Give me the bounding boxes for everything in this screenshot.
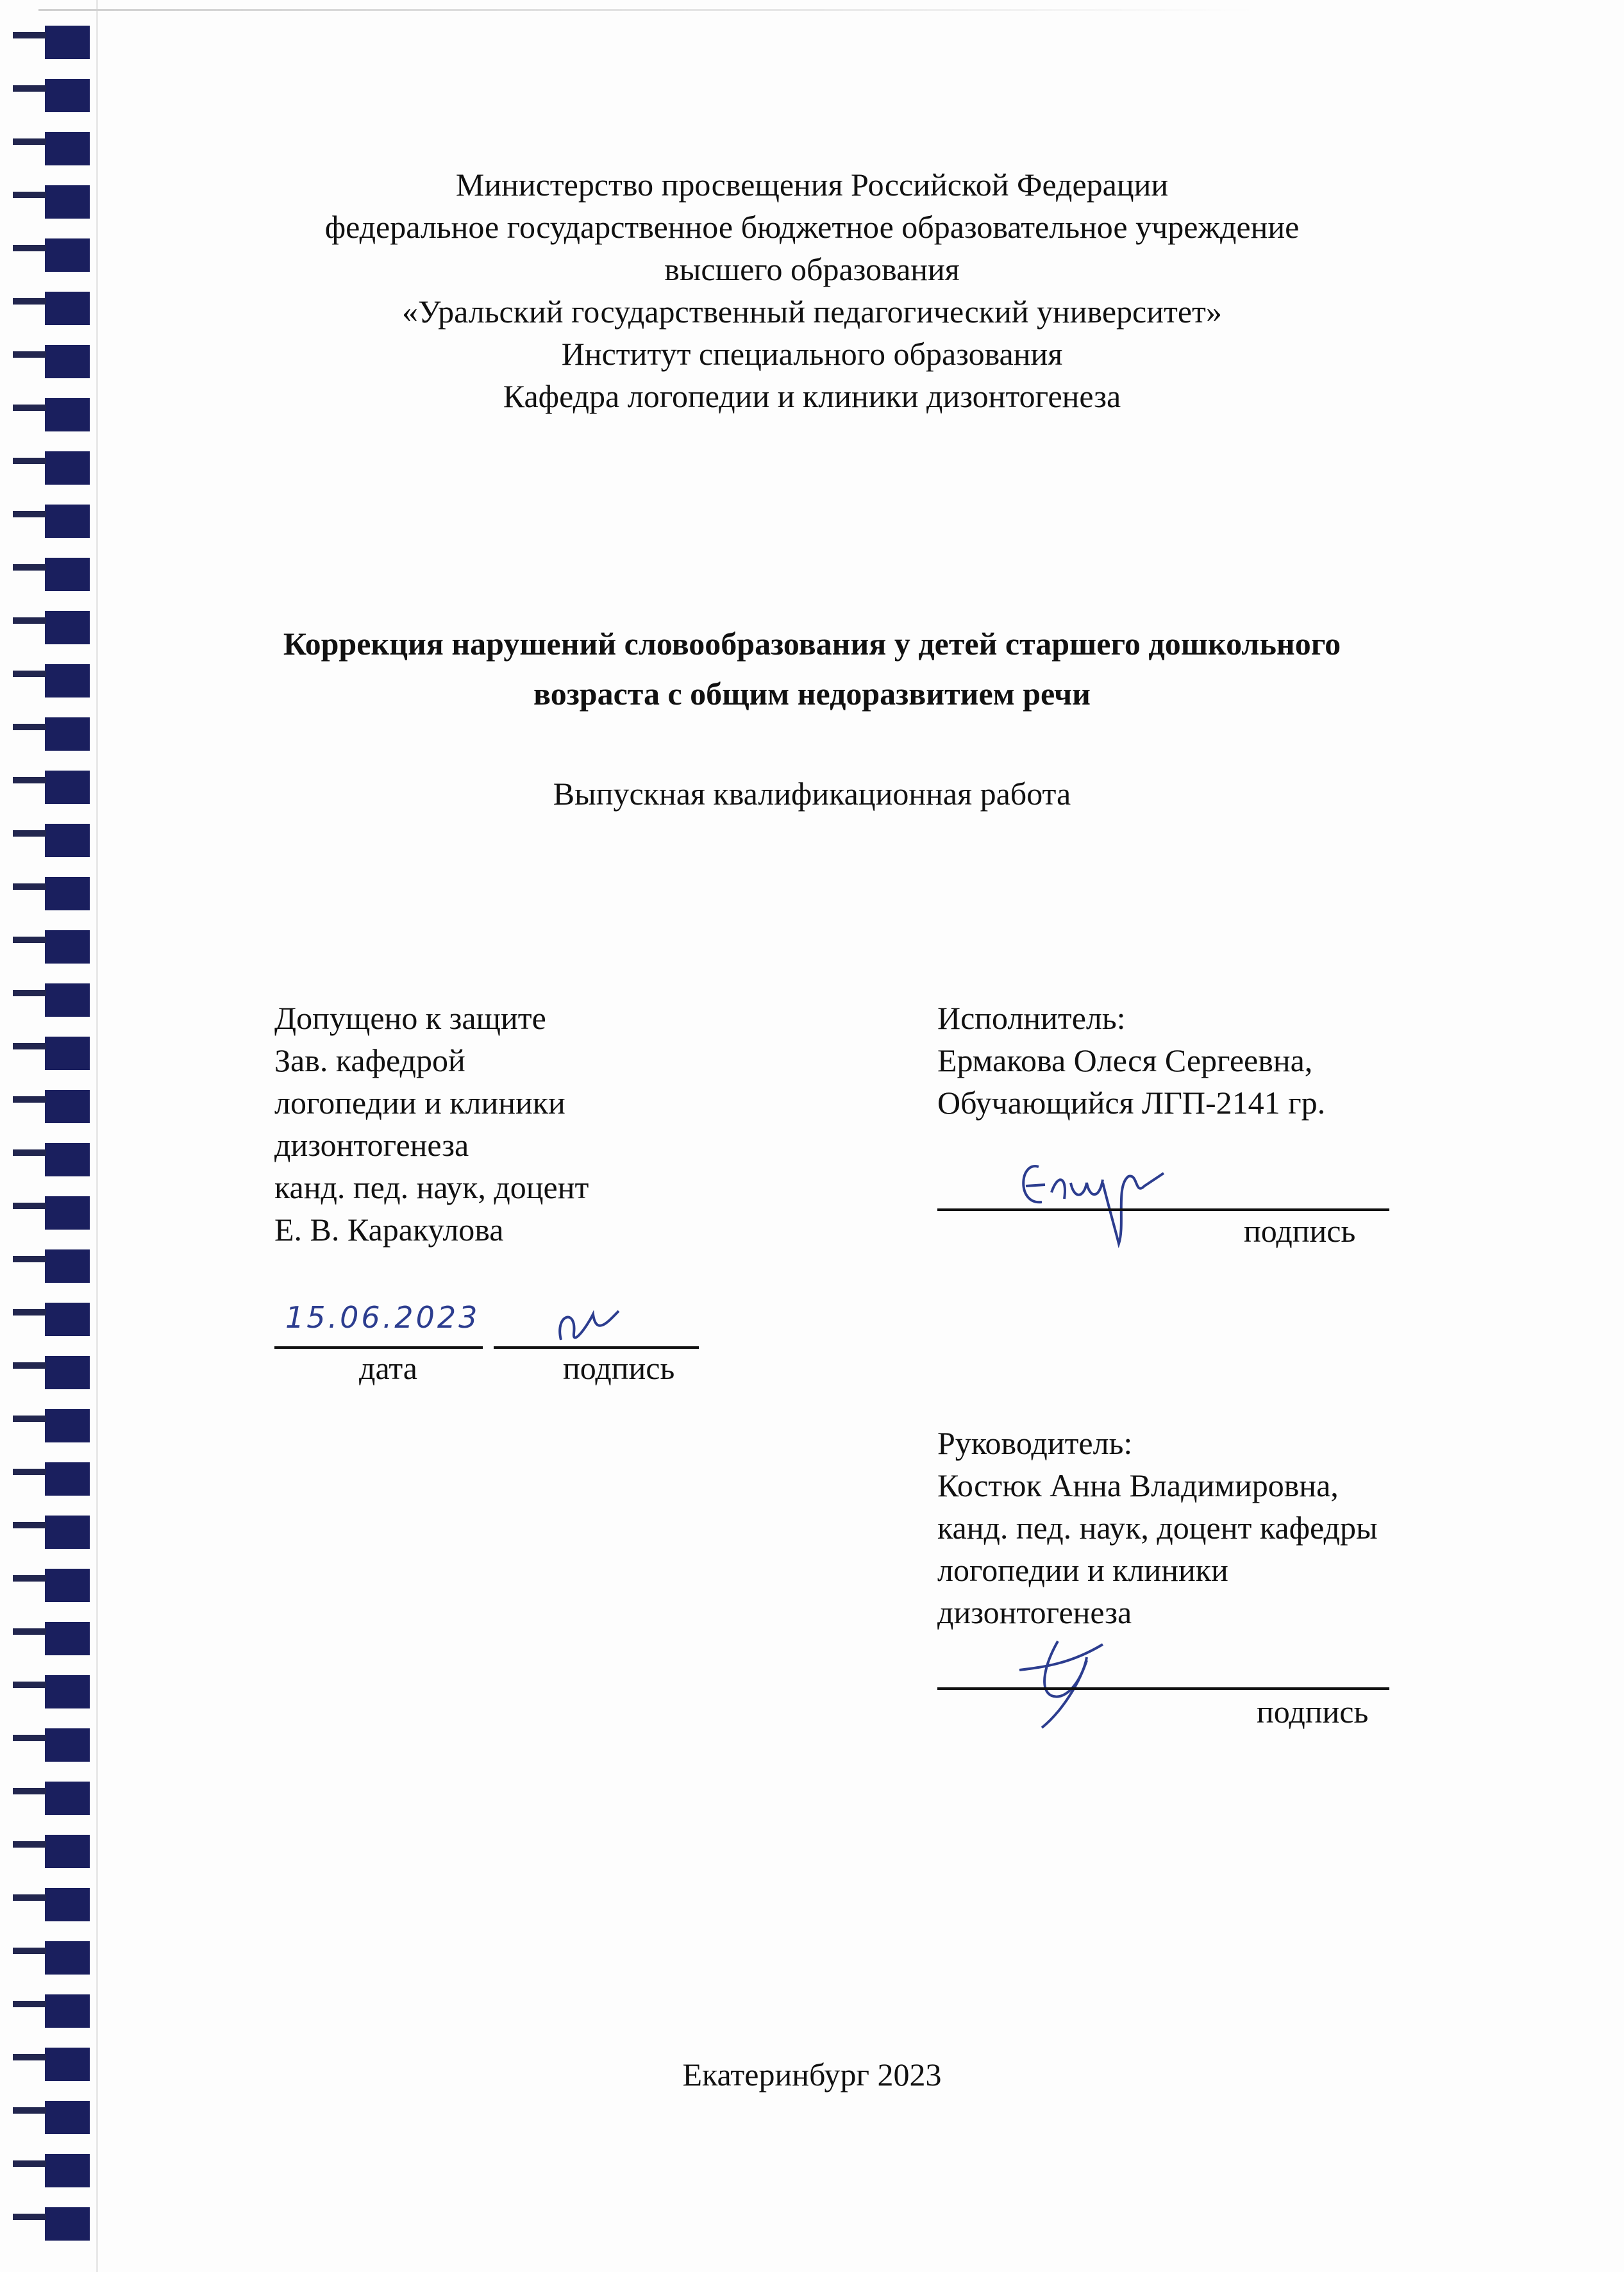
binding-ring <box>45 1090 90 1123</box>
department-line: Кафедра логопедии и клиники дизонтогенеза <box>503 378 1121 414</box>
binding-ring <box>45 1941 90 1975</box>
binding-ring <box>45 1409 90 1442</box>
admission-line: дизонтогенеза <box>274 1127 469 1163</box>
binding-hook <box>13 2107 46 2114</box>
binding-hook <box>13 1469 46 1475</box>
head-signature-label: подпись <box>563 1350 675 1386</box>
binding-hook <box>13 1096 46 1103</box>
binding-hook <box>13 1149 46 1156</box>
binding-hook <box>13 1788 46 1794</box>
binding-ring <box>45 824 90 857</box>
binding-hook <box>13 1841 46 1848</box>
binding-ring <box>45 1569 90 1602</box>
work-type: Выпускная квалификационная работа <box>553 776 1071 812</box>
executor-signature <box>1013 1148 1186 1250</box>
date-label: дата <box>359 1350 417 1386</box>
supervisor-line: логопедии и клиники <box>937 1552 1228 1588</box>
binding-ring <box>45 1303 90 1336</box>
binding-hook <box>13 458 46 464</box>
binding-hook <box>13 883 46 890</box>
admission-block <box>274 997 589 1251</box>
binding-ring <box>45 1782 90 1815</box>
binding-hook <box>13 937 46 943</box>
binding-ring <box>45 451 90 485</box>
executor-line: Ермакова Олеся Сергеевна, <box>937 1042 1313 1078</box>
binding-hook <box>13 1256 46 1262</box>
binding-hook <box>13 1203 46 1209</box>
binding-ring <box>45 983 90 1017</box>
binding-hook <box>13 1416 46 1422</box>
binding-hook <box>13 724 46 730</box>
binding-ring <box>45 930 90 964</box>
binding-ring <box>45 1835 90 1868</box>
binding-hook <box>13 990 46 996</box>
supervisor-line: дизонтогенеза <box>937 1594 1132 1630</box>
binding-ring <box>45 558 90 591</box>
admission-line: Допущено к защите <box>274 1000 546 1036</box>
binding-hook <box>13 1682 46 1688</box>
supervisor-signature <box>1007 1632 1135 1734</box>
executor-signature-line <box>937 1208 1389 1211</box>
binding-hook <box>13 2214 46 2220</box>
binding-hook <box>13 85 46 92</box>
executor-signature-label: подпись <box>1244 1213 1356 1249</box>
binding-ring <box>45 1196 90 1230</box>
binding-ring <box>45 132 90 165</box>
binding-ring <box>45 79 90 112</box>
binding-ring <box>45 1675 90 1708</box>
handwritten-date: 15.06.2023 <box>285 1300 480 1335</box>
binding-hook <box>13 1362 46 1369</box>
institution-type-line: федеральное государственное бюджетное образовательное учреждение <box>324 209 1300 245</box>
city-year: Екатеринбург 2023 <box>682 2057 942 2092</box>
institution-header <box>0 163 1624 417</box>
scan-top-edge <box>38 9 1257 11</box>
binding-ring <box>45 1037 90 1070</box>
binding-hook <box>13 32 46 38</box>
binding-hook <box>13 1735 46 1741</box>
binding-ring <box>45 505 90 538</box>
binding-ring <box>45 1356 90 1389</box>
supervisor-signature-line <box>937 1687 1389 1690</box>
binding-hook <box>13 1043 46 1049</box>
supervisor-line: Руководитель: <box>937 1425 1133 1461</box>
supervisor-line: канд. пед. наук, доцент кафедры <box>937 1510 1378 1546</box>
binding-ring <box>45 2101 90 2134</box>
binding-ring <box>45 1143 90 1176</box>
binding-hook <box>13 2160 46 2167</box>
binding-hook <box>13 1894 46 1901</box>
supervisor-signature-label: подпись <box>1257 1694 1369 1730</box>
binding-hook <box>13 1628 46 1635</box>
executor-line: Обучающийся ЛГП-2141 гр. <box>937 1085 1326 1121</box>
binding-ring <box>45 1462 90 1496</box>
admission-line: канд. пед. наук, доцент <box>274 1169 589 1205</box>
admission-line: логопедии и клиники <box>274 1085 565 1121</box>
binding-ring <box>45 1516 90 1549</box>
binding-ring <box>45 1994 90 2028</box>
admission-line: Е. В. Каракулова <box>274 1212 504 1248</box>
education-level-line: высшего образования <box>664 251 960 287</box>
binding-ring <box>45 1622 90 1655</box>
binding-hook <box>13 2001 46 2007</box>
binding-hook <box>13 1309 46 1316</box>
binding-ring <box>45 2154 90 2187</box>
binding-ring <box>45 26 90 59</box>
binding-ring <box>45 717 90 751</box>
executor-line: Исполнитель: <box>937 1000 1126 1036</box>
supervisor-line: Костюк Анна Владимировна, <box>937 1467 1339 1503</box>
supervisor-block <box>937 1422 1378 1633</box>
binding-hook <box>13 1575 46 1582</box>
binding-ring <box>45 2207 90 2241</box>
admission-line: Зав. кафедрой <box>274 1042 465 1078</box>
thesis-title-line-1: Коррекция нарушений словообразования у детей старшего дошкольного <box>283 626 1341 662</box>
binding-hook <box>13 830 46 837</box>
binding-ring <box>45 1728 90 1762</box>
binding-hook <box>13 1948 46 1954</box>
thesis-title-line-2: возраста с общим недоразвитием речи <box>533 676 1091 712</box>
binding-ring <box>45 1249 90 1283</box>
executor-block <box>937 997 1325 1124</box>
thesis-title <box>0 619 1624 719</box>
binding-ring <box>45 1888 90 1921</box>
binding-hook <box>13 511 46 517</box>
binding-hook <box>13 1522 46 1528</box>
binding-hook <box>13 564 46 571</box>
university-name-line: «Уральский государственный педагогический университет» <box>402 294 1222 330</box>
institute-line: Институт специального образования <box>561 336 1063 372</box>
ministry-line: Министерство просвещения Российской Федерации <box>455 167 1169 203</box>
binding-hook <box>13 138 46 145</box>
binding-ring <box>45 877 90 910</box>
